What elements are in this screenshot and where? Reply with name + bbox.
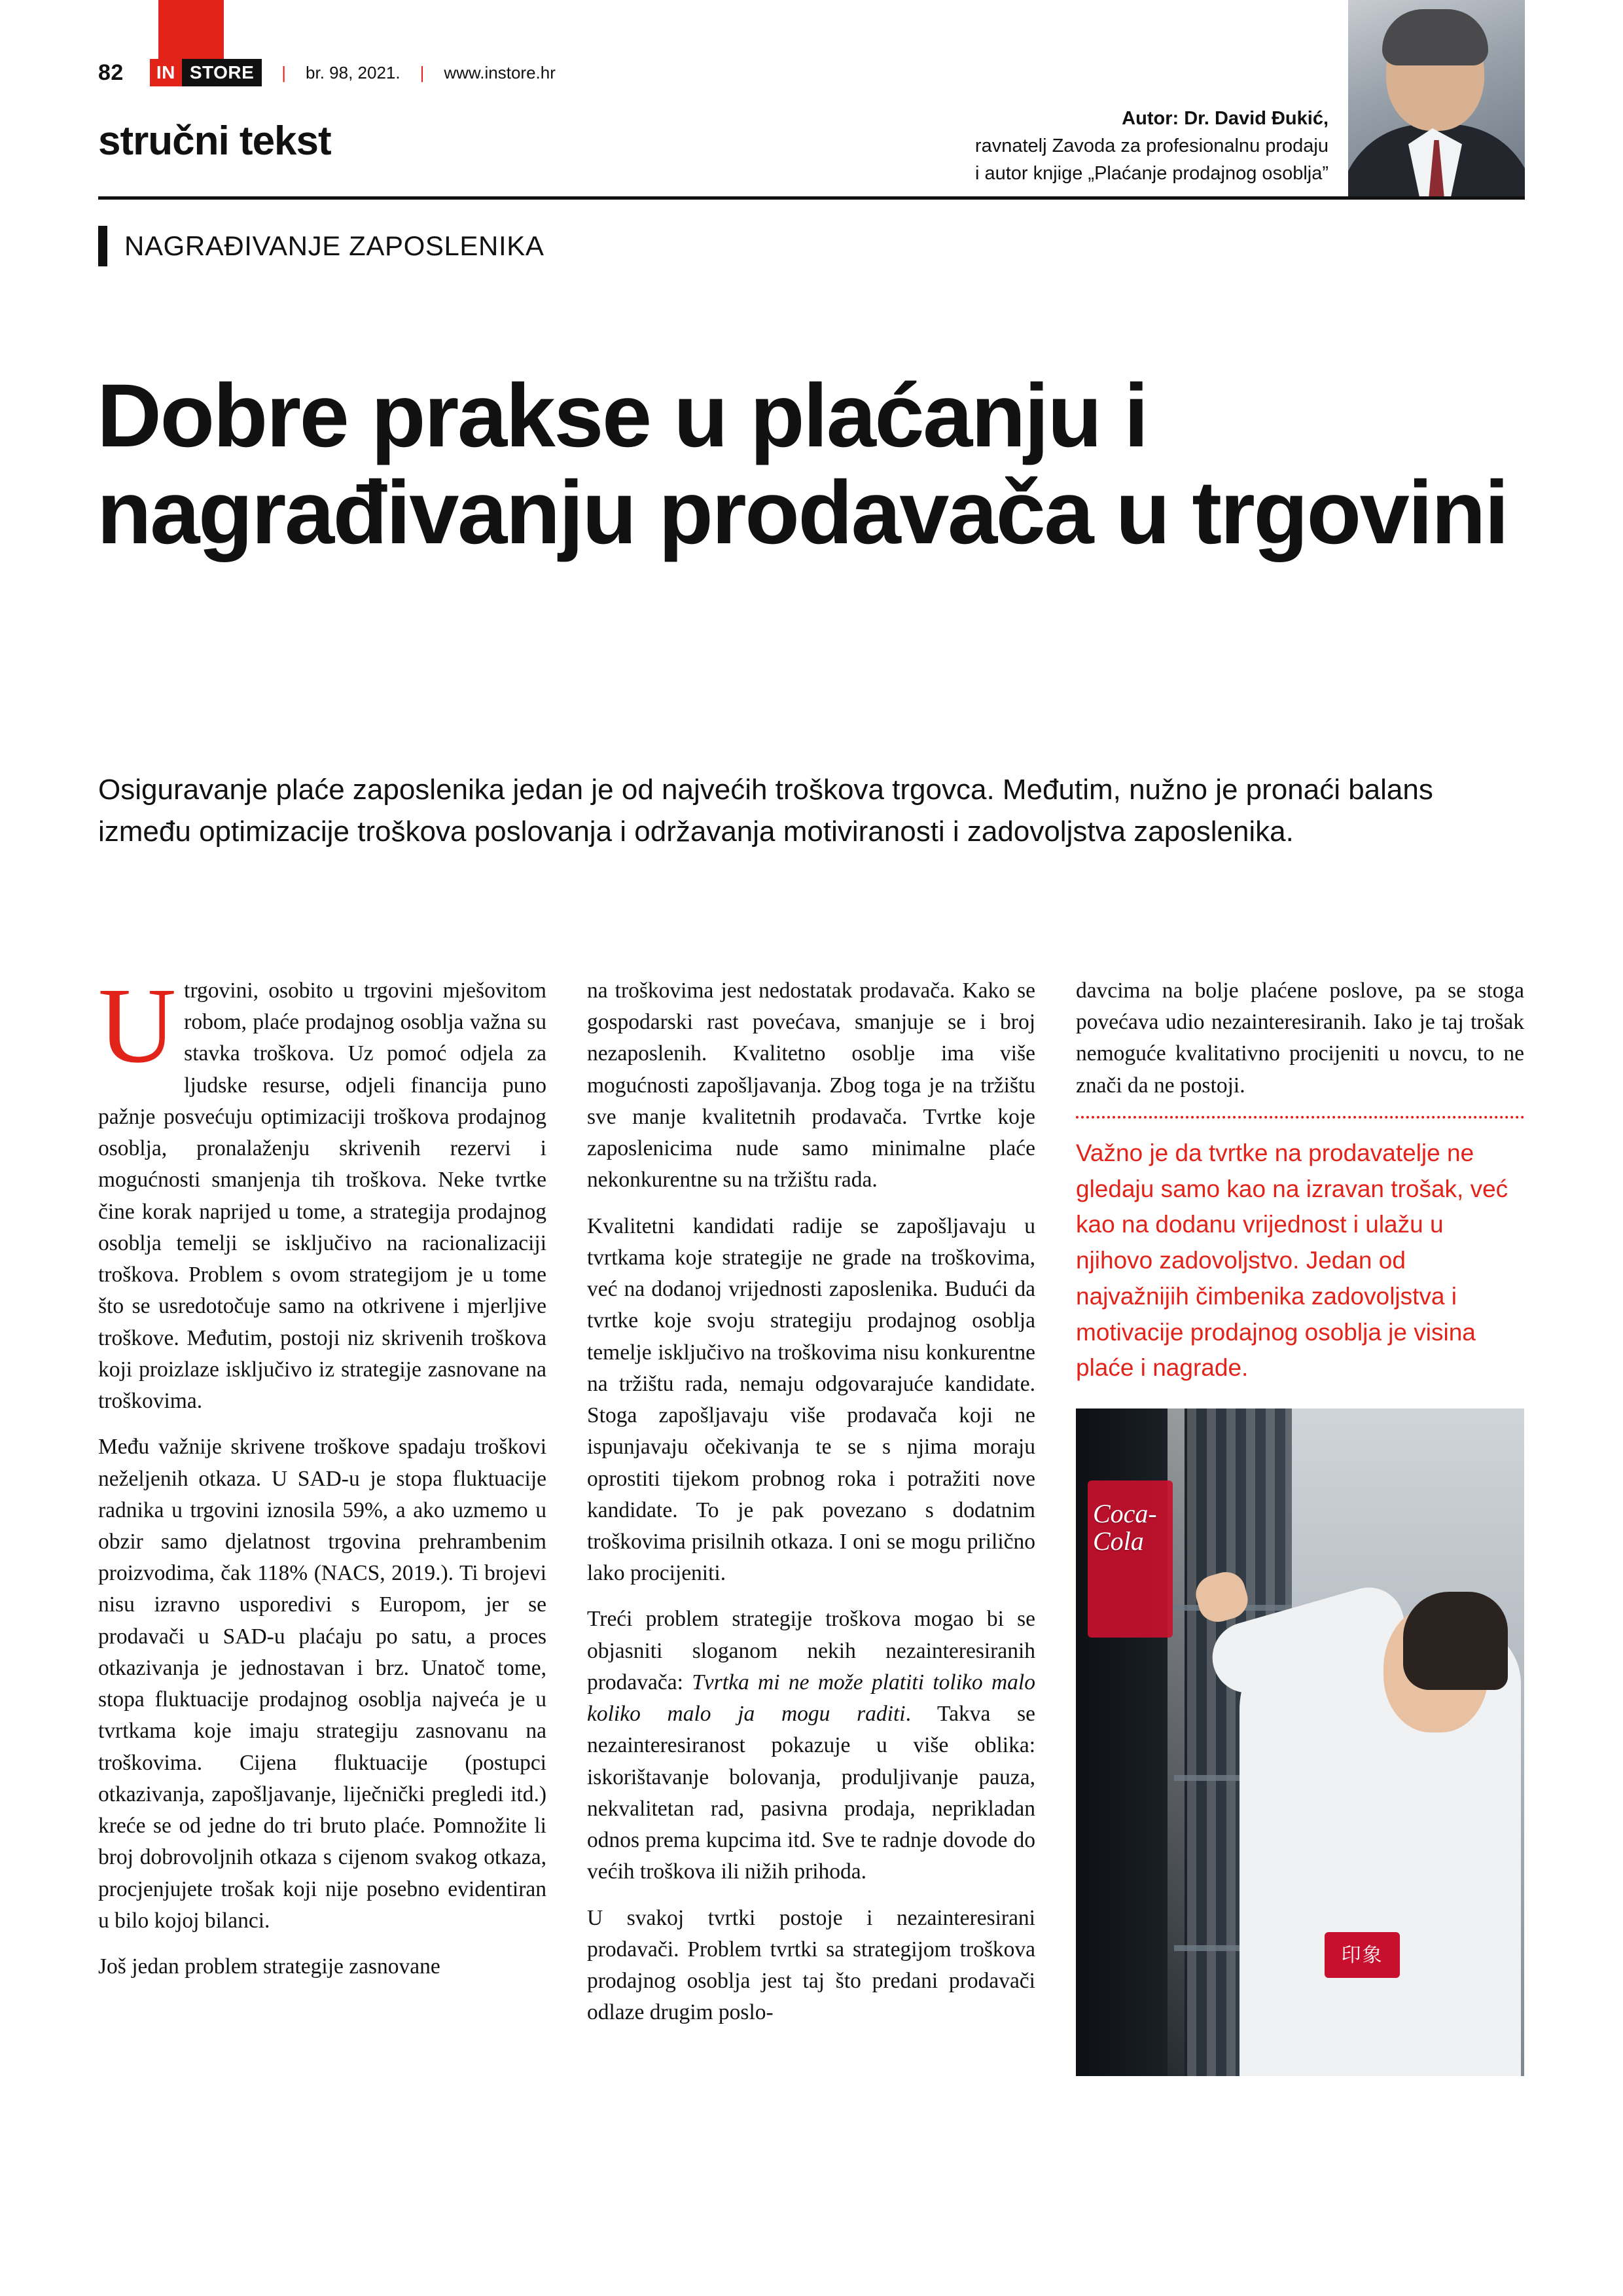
portrait-hair (1382, 9, 1488, 65)
paragraph (98, 1951, 546, 1982)
coca-cola-label: Coca-Cola (1093, 1499, 1157, 1556)
logo-in-text: IN (150, 59, 182, 86)
photo-person-hair (1403, 1592, 1508, 1690)
paragraph-text: na troškovima jest nedostatak prodavača. Kako se gospodarski rast povećava, smanjuje se i broj nezaposlenih. Kvalitetno osoblje ima više mogućnosti zapošljavanja. Zbog toga je na tržištu sve manje kvalitetnih prodavača. Tvrtke koje zaposlenicima nude samo minimalne plaće nekonkurentne su na tržištu rada. (587, 978, 1035, 1193)
masthead (98, 59, 556, 86)
section-label: stručni tekst (98, 118, 331, 164)
paragraph-text-continued: . (905, 1702, 938, 1727)
author-name: Autor: Dr. David Đukić, (1122, 108, 1329, 129)
masthead-separator-1: | (281, 62, 287, 82)
author-book: i autor knjige „Plaćanje prodajnog osoblja” (974, 163, 1329, 185)
issue-meta: br. 98, 2021. (306, 62, 401, 82)
paragraph (1076, 975, 1524, 1102)
paragraph-text: Treći problem strategije troškova mogao bi se objasniti sloganom nekih nezainteresiranih prodavača: (587, 1607, 1035, 1695)
kicker-label: NAGRAĐIVANJE ZAPOSLENIKA (124, 230, 544, 261)
paragraph (587, 1211, 1035, 1590)
paragraph (98, 965, 546, 1417)
photo-hoodie-logo: 印象 (1325, 1932, 1400, 1978)
column-1 (98, 965, 546, 2076)
author-role: ravnatelj Zavoda za profesionalnu prodaju (974, 135, 1329, 157)
paragraph-text: Među važnije skrivene troškove spadaju troškovi neželjenih otkaza. U SAD-u je stopa fluktuacije radnika u trgovini iznosila 59%, a ako uzmemo u obzir samo djelatnost trgovina prehrambenim proizvodima, čak 118% (NACS, 2019.). Ti brojevi nisu izravno usporedivi s Europom, jer se prodavači u SAD-u plaćaju po satu, a proces otkazivanja je jednostavan i brz. Unatoč tome, stopa fluktuacije prodajnog osoblja najveća je u tvrtkama koje imaju strategiju zasnovanu na troškovima. Cijena fluktuacije (postupci otkazivanja, zapošljavanje, liječnički pregledi itd.) kreće se od jedne do tri bruto plaće. Pomnožite li broj dobrovoljnih otkaza s cijenom svakog otkaza, procjenjujete trošak koji nije posebno evidentiran u bilo kojoj bilanci. (98, 1435, 546, 1933)
pull-quote: Važno je da tvrtke na prodavatelje ne gledaju samo kao na izravan trošak, već kao na dodanu vrijednost i ulažu u njihovo zadovoljstvo. Jedan od najvažnijih čimbenika zadovoljstva i motivacije prodajnog osoblja je visina plaće i nagrade. (1076, 1116, 1524, 1386)
article-columns (98, 965, 1525, 2076)
page-number: 82 (98, 60, 124, 85)
standfirst: Osiguravanje plaće zaposlenika jedan je od najvećih troškova trgovca. Međutim, nužno je pronaći balans između optimizacije troškova poslovanja i održavanja motiviranosti i zadovoljstva zaposlenika. (98, 774, 1433, 848)
paragraph (587, 1903, 1035, 2029)
article-photo (1076, 1408, 1524, 2076)
page-header (0, 0, 1623, 196)
paragraph-text: Takva se nezainteresiranost pokazuje u više oblika: iskorištavanje bolovanja, produljivanje pauza, nekvalitetan rad, pasivna prodaja, neprikladan odnos prema kupcima itd. Sve te radnje dovode do većih troškova ili nižih prihoda. (587, 1702, 1035, 1884)
instore-logo (150, 59, 262, 86)
paragraph-text: U svakoj tvrtki postoje i nezainteresirani prodavači. Problem tvrtki sa strategijom troškova prodajnog osoblja jest taj što predani prodavači odlaze drugim poslo- (587, 1905, 1035, 2025)
paragraph-text: trgovini, osobito u trgovini mješovitom robom, plaće prodajnog osoblja važna su stavka troškova. Uz pomoć odjela za ljudske resurse, odjeli financija puno pažnje posvećuju optimizaciji troškova prodajnog osoblja, pronalaženju skrivenih rezervi i mogućnosti smanjenja tih troškova. Neke tvrtke čine korak naprijed u tome, a strategija prodajnog osoblja temelji se isključivo na racionalizaciji troškova. Problem s ovom strategijom je u tome što se usredotočuje samo na otkrivene i mjerljive troškove. Međutim, postoji niz skrivenih troškova koji proizlaze isključivo iz strategije zasnovane na troškovima. (98, 978, 546, 1414)
quoted-slogan: Tvrtka mi ne može platiti toliko malo koliko malo ja mogu raditi (587, 1670, 1035, 1727)
paragraph-text: Kvalitetni kandidati radije se zapošljavaju u tvrtkama koje strategije ne grade na troškovima, već na dodanoj vrijednosti zaposlenika. Budući da tvrtke koje svoju strategiju prodajnog osoblja temelje isključivo na troškovima nisu konkurentne na tržištu rada, nemaju odgovarajuće kandidate. Stoga zapošljavaju više prodavača koji ne ispunjavaju očekivanja te se s njima moraju oprostiti tijekom probnog roka i potražiti nove kandidate. To je pak povezano s dodatnim troškovima prisilnih otkaza. I oni se mogu prilično lako procijeniti. (587, 1213, 1035, 1586)
header-red-block (158, 0, 224, 65)
page-title: Dobre prakse u plaćanju i nagrađivanju prodavača u trgovini (97, 365, 1508, 563)
logo-store-text: STORE (182, 59, 262, 86)
paragraph-text: davcima na bolje plaćene poslove, pa se stoga povećava udio nezainteresiranih. Iako je taj trošak nemoguće kvalitativno procijeniti u novcu, to ne znači da ne postoji. (1076, 978, 1524, 1098)
kicker-bar-icon (98, 226, 107, 266)
masthead-separator-2: | (419, 62, 425, 82)
paragraph-text: Još jedan problem strategije zasnovane (98, 1954, 440, 1979)
kicker (98, 226, 544, 266)
author-credit (766, 105, 1329, 187)
website-url[interactable]: www.instore.hr (444, 62, 556, 82)
author-portrait (1348, 0, 1525, 196)
column-2 (587, 975, 1035, 2076)
paragraph (587, 975, 1035, 1196)
header-divider (98, 196, 1525, 200)
paragraph (587, 1604, 1035, 1888)
column-3 (1076, 975, 1524, 2076)
paragraph (98, 1431, 546, 1937)
drop-cap: U (98, 965, 177, 1085)
